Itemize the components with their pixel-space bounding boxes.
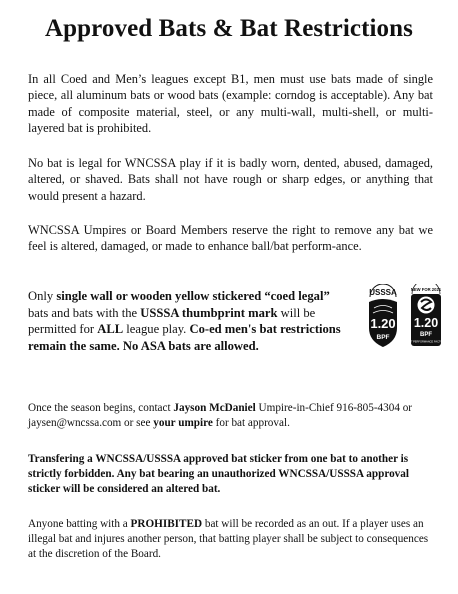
- bold-segment: Co-ed men's bat restrictions remain the same. No ASA bats are allowed.: [28, 322, 341, 353]
- text-segment: league play.: [123, 322, 190, 337]
- bat-certification-logos: [364, 284, 446, 350]
- paragraph-contact: [28, 401, 433, 431]
- text-segment: Only: [28, 289, 57, 303]
- logo1-value-text: 1.20: [370, 316, 396, 331]
- paragraph-sticker-transfer: Transfering a WNCSSA/USSSA approved bat sticker from one bat to another is strictly forbidden. Any bat bearing an unauthorized WNCSSA/USSSA approval sticker will be considered an altered bat.: [28, 453, 409, 495]
- bold-segment: PROHIBITED: [130, 518, 203, 530]
- text-segment: will be permitted for: [28, 305, 316, 337]
- text-segment: Umpire-in-Chief 916-805-4304 or jaysen@wncssa.com or see: [28, 402, 413, 429]
- paragraph-removal-right: WNCSSA Umpires or Board Members reserve the right to remove any bat we feel is altered, damaged, or made to enhance ball/bat perform-ance.: [28, 223, 433, 254]
- logo2-bottom-text: BPF: [420, 332, 432, 338]
- bold-segment: USSSA thumbprint mark: [140, 305, 278, 320]
- paragraph-bat-materials: In all Coed and Men’s leagues except B1, men must use bats made of single piece, all aluminum bats or wood bats (example: corndog is acceptable). Any bat made of composite material, steel, or any multi-wall, multi-shell, or multi-layered bat is prohibited.: [28, 72, 433, 136]
- page-title: Approved Bats & Bat Restrictions: [44, 15, 413, 42]
- text-segment: for bat approval.: [212, 417, 290, 429]
- text-segment: bats and bats with the: [28, 305, 141, 320]
- paragraph-prohibited-penalty: [28, 517, 433, 562]
- bold-segment: your umpire: [153, 417, 213, 429]
- logo1-bottom-text: BPF: [376, 334, 390, 341]
- logo2-small-text: BAT PERFORMANCE FACTOR: [408, 340, 444, 344]
- bold-segment: single wall or wooden yellow stickered “coed legal”: [56, 289, 330, 303]
- bold-segment: Jayson McDaniel: [173, 402, 256, 414]
- logo1-top-text: USSSA: [369, 288, 397, 297]
- paragraph-permitted-bats: [28, 288, 348, 354]
- logo2-value-text: 1.20: [413, 316, 439, 330]
- text-segment: bat will be recorded as an out. If a player uses an illegal bat and injures another person, that batting player shall be subject to consequences at the discretion of the Board.: [28, 518, 429, 560]
- bold-segment: ALL: [97, 322, 124, 337]
- usssa-thumbprint-logo: [364, 284, 402, 350]
- logo2-top-text: NEW FOR 2021: [410, 287, 442, 292]
- text-segment: Anyone batting with a: [28, 518, 131, 530]
- paragraph-bat-condition: No bat is legal for WNCSSA play if it is badly worn, dented, abused, damaged, altered, or shaved. Bats shall not have rough or sharp edges, or anything that would present a hazard.: [28, 156, 433, 203]
- text-segment: Once the season begins, contact: [28, 402, 174, 414]
- bpf-certification-logo: [408, 284, 444, 348]
